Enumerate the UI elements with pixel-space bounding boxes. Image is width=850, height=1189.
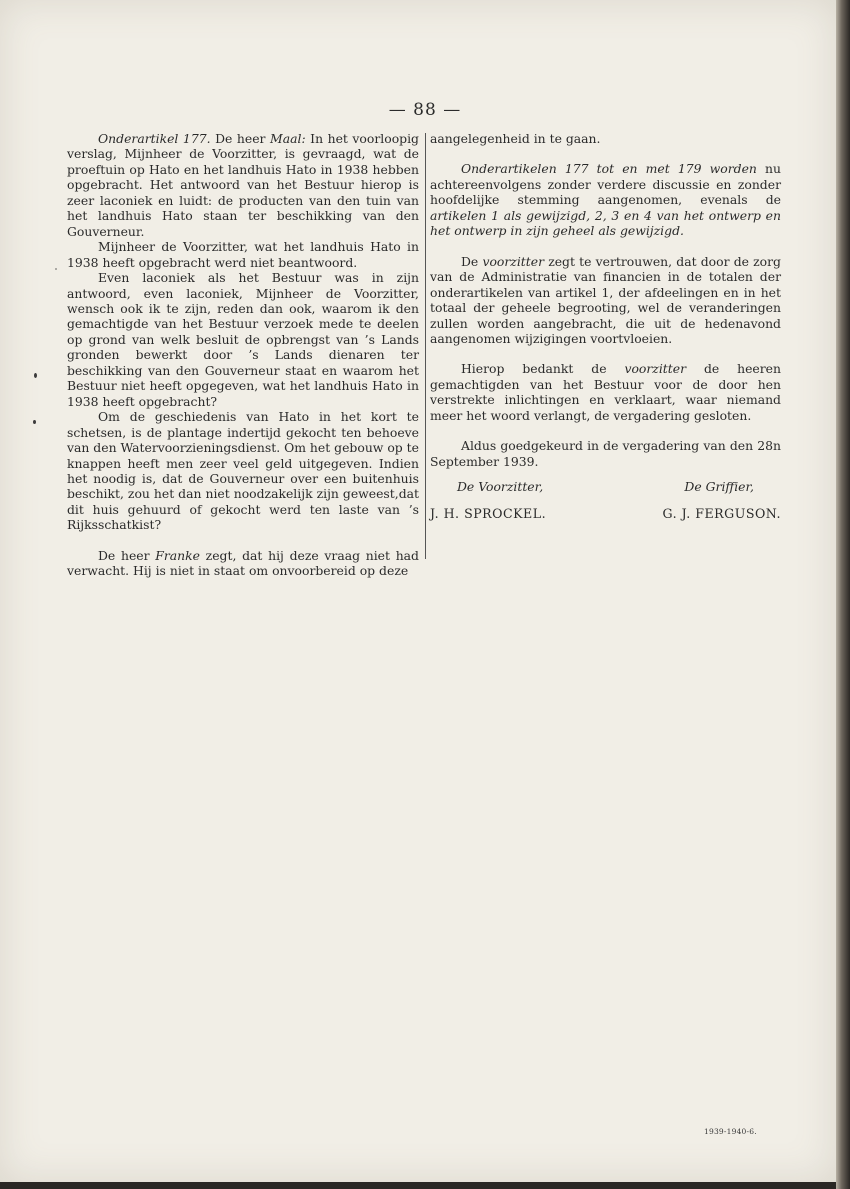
left-paragraph-4: Om de geschiedenis van Hato in het kort te schetsen, is de plantage indertijd gekocht ten behoeve van den Watervoorzieningsdienst. Om het gebouw op te knappen heeft men zeer veel geld uitgegeven. Indien het noodig is, dat de Gouverneur over een buitenhuis beschikt, zou het dan niet noodzakelijk zijn geweest,dat dit huis gehuurd of gekocht werd ten laste van ’s Rijksschatkist? [67, 409, 419, 533]
speaker-franke: Franke [155, 547, 200, 563]
clerk-title: De Griffier, [684, 479, 754, 495]
signature-titles [430, 479, 781, 494]
left-paragraph-3: Even laconiek als het Bestuur was in zijn antwoord, even laconiek, Mijnheer de Voorzitter, wensch ook ik te zijn, reden dan ook, waarom ik den gemachtigde van het Bestuur verzoek mede te deelen op grond van welk besluit de opbrengst van ’s Lands gronden bewerkt door ’s Lands dienaren ter beschikking van den Gouverneur staat en waarom het Bestuur niet heeft opgegeven, wat het landhuis Hato in 1938 heeft opgebracht? [67, 270, 419, 409]
right-column [430, 131, 781, 521]
speaker-maal: Maal: [270, 131, 306, 146]
left-paragraph-1: Onderartikel 177. De heer Maal: In het voorloopig verslag, Mijnheer de Voorzitter, is gevraagd, wat de proeftuin op Hato en het landhuis Hato in 1938 hebben opgebracht. Het antwoord van het Bestuur hierop is zeer laconiek en luidt: de producten van den tuin van het landhuis Hato staan ter beschikking van den Gouverneur. [67, 131, 419, 239]
paper-speck [33, 420, 36, 424]
right-paragraph-2: Onderartikelen 177 tot en met 179 worden nu achtereenvolgens zonder verdere discussie en zonder hoofdelijke stemming aangenomen, evenals de artikelen 1 als gewijzigd, 2, 3 en 4 van het ontwerp en het ontwerp in zijn geheel als gewijzigd. [430, 161, 781, 239]
left-column [67, 131, 419, 579]
paper-speck [34, 373, 37, 378]
chairman-name: J. H. SPROCKEL. [430, 505, 547, 521]
left-paragraph-5: De heer Franke zegt, dat hij deze vraag niet had verwacht. Hij is niet in staat om onvoorbereid op deze [67, 547, 419, 579]
right-paragraph-4: Hierop bedankt de voorzitter de heeren gemachtigden van het Bestuur voor de door hen verstrekte inlichtingen en verklaart, waar niemand meer het woord verlangt, de vergadering gesloten. [430, 361, 781, 423]
column-divider [425, 133, 426, 559]
clerk-name: G. J. FERGUSON. [662, 505, 781, 521]
subarticle-heading: Onderartikel 177. [98, 131, 211, 146]
page-number: — 88 — [388, 100, 462, 120]
footer-code: 1939-1940-6. [704, 1127, 757, 1136]
right-paragraph-3: De voorzitter zegt te vertrouwen, dat door de zorg van de Administratie van financien in de totalen der onderartikelen van artikel 1, der afdeelingen en in het totaal der geheele begrooting, wel de veranderingen zullen worden aangebracht, die uit de hedenavond aangenomen wijzigingen voortvloeien. [430, 253, 781, 346]
chairman-title: De Voorzitter, [457, 479, 544, 495]
right-paragraph-5: Aldus goedgekeurd in de vergadering van den 28n September 1939. [430, 438, 781, 469]
paper-speck [55, 268, 57, 270]
left-paragraph-2: Mijnheer de Voorzitter, wat het landhuis Hato in 1938 heeft opgebracht werd niet beantwoord. [67, 239, 419, 270]
right-paragraph-1: aangelegenheid in te gaan. [430, 131, 601, 146]
page-edge [836, 0, 850, 1189]
signature-names [430, 506, 781, 521]
